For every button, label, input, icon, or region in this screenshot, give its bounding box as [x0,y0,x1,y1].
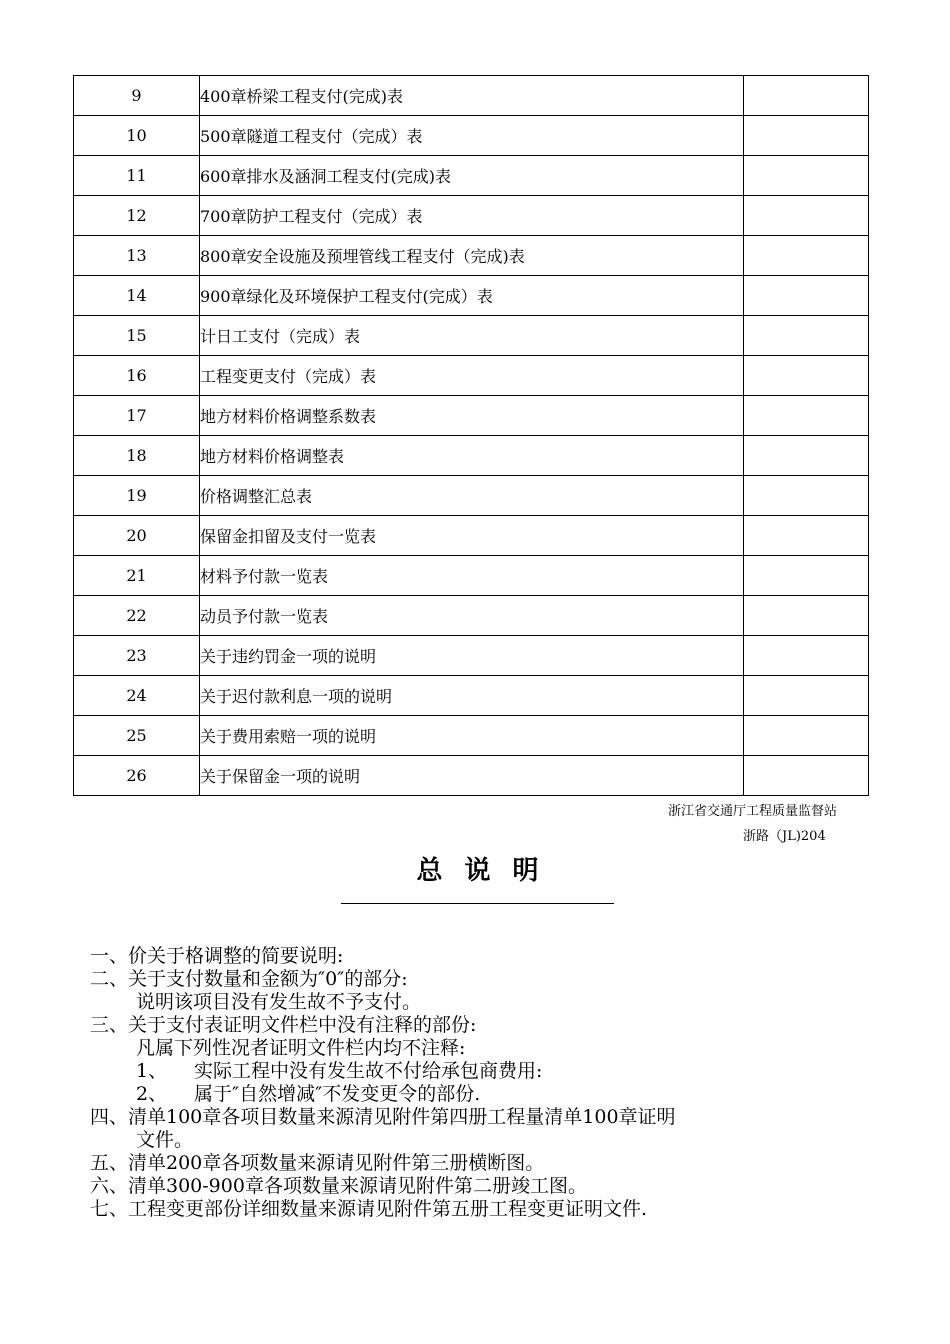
table-row [74,436,869,476]
row-note [744,156,869,196]
table-row [74,356,869,396]
table-row [74,156,869,196]
row-title: 关于保留金一项的说明 [200,756,744,796]
row-note [744,316,869,356]
row-title: 700章防护工程支付（完成）表 [200,196,744,236]
row-number: 11 [74,156,200,196]
row-title: 500章隧道工程支付（完成）表 [200,116,744,156]
row-note [744,596,869,636]
row-note [744,556,869,596]
row-note [744,636,869,676]
row-title: 价格调整汇总表 [200,476,744,516]
note-line: 六、清单300-900章各项数量来源请见附件第二册竣工图。 [90,1175,587,1197]
issuer-label: 浙江省交通厅工程质量监督站 [668,804,838,819]
row-note [744,276,869,316]
row-number: 25 [74,716,200,756]
subitem-text: 属于″自然增减″不发变更令的部份. [194,1083,481,1105]
row-title: 计日工支付（完成）表 [200,316,744,356]
table-row [74,276,869,316]
row-number: 24 [74,676,200,716]
table-row [74,716,869,756]
row-note [744,236,869,276]
row-title: 关于违约罚金一项的说明 [200,636,744,676]
note-line: 二、关于支付数量和金额为″0″的部分: [90,968,408,990]
table-row [74,756,869,796]
subitem-number: 2、 [136,1083,168,1105]
row-number: 21 [74,556,200,596]
row-title: 动员予付款一览表 [200,596,744,636]
subitem-text: 实际工程中没有发生故不付给承包商费用: [194,1060,543,1082]
row-note [744,516,869,556]
row-note [744,116,869,156]
row-number: 22 [74,596,200,636]
row-number: 23 [74,636,200,676]
row-number: 16 [74,356,200,396]
table-row [74,116,869,156]
row-note [744,76,869,116]
row-note [744,196,869,236]
subitem-number: 1、 [136,1060,168,1082]
section-heading: 总说明 [416,856,561,886]
note-subitem [90,1083,910,1106]
note-line: 三、关于支付表证明文件栏中没有注释的部份: [90,1014,477,1036]
table-row [74,76,869,116]
row-note [744,396,869,436]
general-notes [90,945,910,1221]
table-row [74,196,869,236]
row-number: 18 [74,436,200,476]
table-row [74,476,869,516]
row-number: 14 [74,276,200,316]
note-line: 五、清单200章各项数量来源请见附件第三册横断图。 [90,1152,545,1174]
row-number: 10 [74,116,200,156]
note-line: 说明该项目没有发生故不予支付。 [136,991,422,1013]
row-note [744,756,869,796]
row-title: 关于迟付款利息一项的说明 [200,676,744,716]
row-number: 26 [74,756,200,796]
row-title: 600章排水及涵洞工程支付(完成)表 [200,156,744,196]
table-row [74,396,869,436]
note-line: 四、清单100章各项目数量来源清见附件第四册工程量清单100章证明 [90,1106,676,1128]
table-row [74,636,869,676]
table-row [74,516,869,556]
row-title: 材料予付款一览表 [200,556,744,596]
row-note [744,676,869,716]
row-number: 17 [74,396,200,436]
row-title: 900章绿化及环境保护工程支付(完成）表 [200,276,744,316]
row-number: 20 [74,516,200,556]
note-line: 文件。 [136,1129,194,1151]
row-note [744,356,869,396]
row-title: 400章桥梁工程支付(完成)表 [200,76,744,116]
row-title: 工程变更支付（完成）表 [200,356,744,396]
row-number: 12 [74,196,200,236]
document-list-table [73,75,869,796]
table-row [74,596,869,636]
form-number: 浙路（JL)204 [743,829,826,844]
row-note [744,436,869,476]
document-list-body [74,76,869,796]
row-number: 13 [74,236,200,276]
table-row [74,236,869,276]
row-number: 15 [74,316,200,356]
note-line: 一、价关于格调整的简要说明: [90,945,344,967]
table-row [74,316,869,356]
heading-underline [341,903,614,904]
note-line: 七、工程变更部份详细数量来源请见附件第五册工程变更证明文件. [90,1198,648,1220]
row-title: 地方材料价格调整表 [200,436,744,476]
row-number: 9 [74,76,200,116]
note-line: 凡属下列性况者证明文件栏内均不注释: [136,1037,466,1059]
row-title: 保留金扣留及支付一览表 [200,516,744,556]
row-title: 800章安全设施及预埋管线工程支付（完成)表 [200,236,744,276]
row-title: 关于费用索赔一项的说明 [200,716,744,756]
table-row [74,676,869,716]
row-number: 19 [74,476,200,516]
row-note [744,476,869,516]
table-row [74,556,869,596]
row-note [744,716,869,756]
note-subitem [90,1060,910,1083]
row-title: 地方材料价格调整系数表 [200,396,744,436]
